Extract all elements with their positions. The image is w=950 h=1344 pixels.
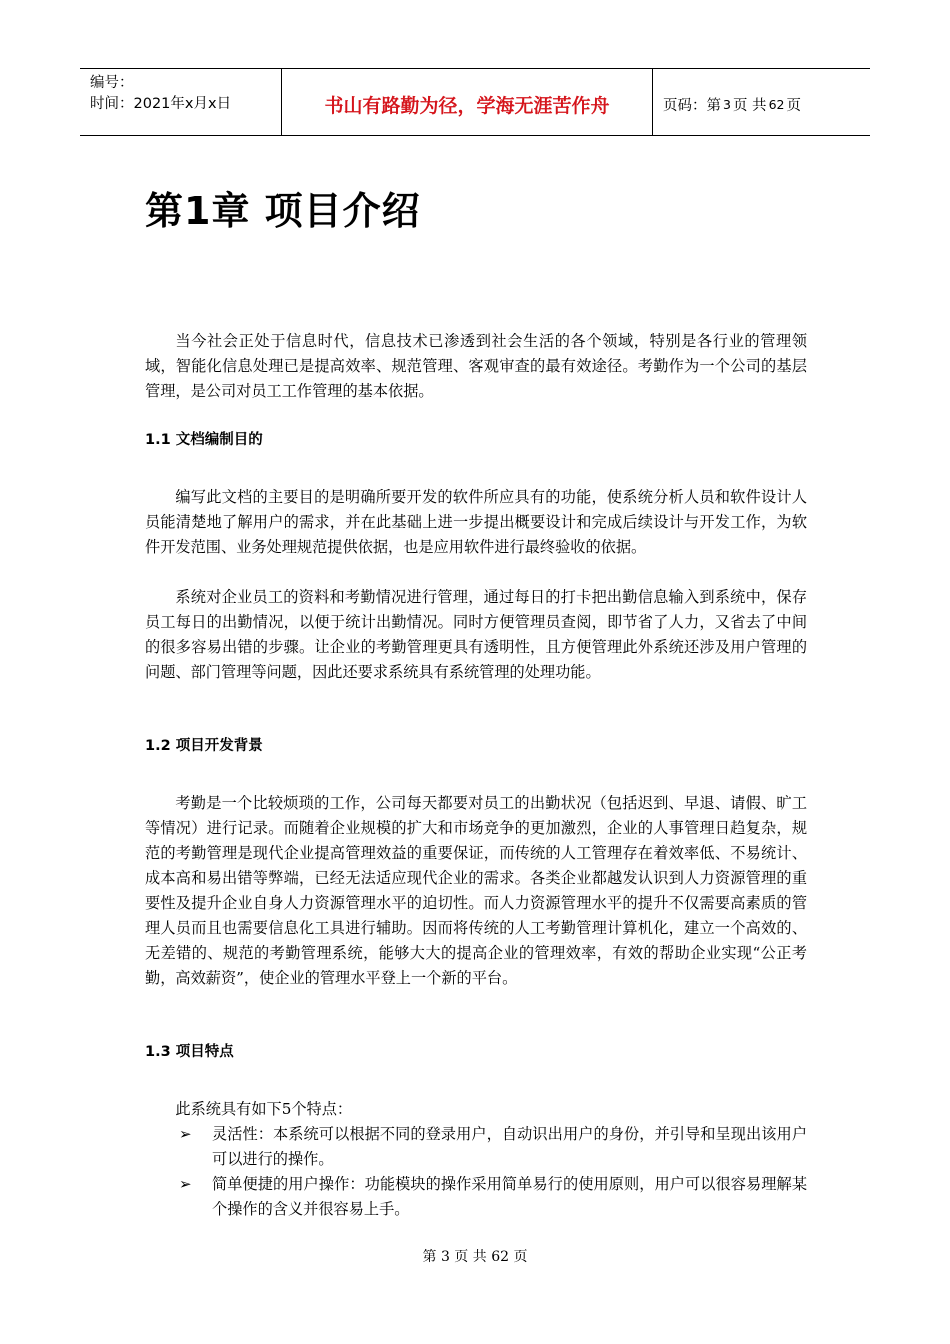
- header-motto: 书山有路勤为径，学海无涯苦作舟: [281, 69, 653, 135]
- page-total: 62: [768, 96, 785, 112]
- section-paragraph: 考勤是一个比较烦琐的工作，公司每天都要对员工的出勤状况（包括迟到、早退、请假、旷工等情况）进行记录。而随着企业规模的扩大和市场竞争的更加激烈，企业的人事管理日趋复杂，规范的考勤管理是现代企业提高管理效益的重要保证，而传统的人工管理存在着效率低、不易统计、成本高和易出错等弊端，已经无法适应现代企业的需求。各类企业都越发认识到人力资源管理的重要性及提升企业自身人力资源管理水平的迫切性。而人力资源管理水平的提升不仅需要高素质的管理人员而且也需要信息化工具进行辅助。因而将传统的人工考勤管理计算机化，建立一个高效的、无差错的、规范的考勤管理系统，能够大大的提高企业的管理效率，有效的帮助企业实现“公正考勤，高效薪资”，使企业的管理水平登上一个新的平台。: [145, 794, 807, 987]
- serial-label: 编号：: [90, 75, 134, 91]
- page-current: 3: [723, 96, 731, 112]
- page-footer: 第 3 页 共 62 页: [422, 1249, 528, 1265]
- chapter-title: 第1章 项目介绍: [145, 189, 421, 233]
- page-mid: 页 共: [732, 97, 767, 114]
- page-label: 页码：第: [663, 97, 721, 114]
- date-text: 时间：2021年x月x日: [90, 96, 232, 112]
- bullet-arrow-icon: ➢: [179, 1125, 192, 1143]
- header-meta: [80, 69, 281, 135]
- list-item: [145, 1172, 807, 1222]
- page-suffix: 页: [786, 97, 801, 114]
- list-item-text: 简单便捷的用户操作：功能模块的操作采用简单易行的使用原则，用户可以很容易理解某个操作的含义并很容易上手。: [212, 1175, 807, 1218]
- bullet-arrow-icon: ➢: [179, 1175, 192, 1193]
- section-title: 1.3 项目特点: [145, 1044, 234, 1060]
- section-title: 1.2 项目开发背景: [145, 738, 263, 754]
- section-paragraph: 系统对企业员工的资料和考勤情况进行管理，通过每日的打卡把出勤信息输入到系统中，保存员工每日的出勤情况，以便于统计出勤情况。同时方便管理员查阅，即节省了人力，又省去了中间的很多容易出错的步骤。让企业的考勤管理更具有透明性，且方便管理此外系统还涉及用户管理的问题、部门管理等问题，因此还要求系统具有系统管理的处理功能。: [145, 588, 807, 681]
- list-item-text: 灵活性：本系统可以根据不同的登录用户，自动识出用户的身份，并引导和呈现出该用户可以进行的操作。: [212, 1125, 807, 1168]
- header-page-info: [653, 69, 870, 135]
- features-lead: 此系统具有如下5个特点：: [175, 1100, 353, 1118]
- section-title: 1.1 文档编制目的: [145, 432, 263, 448]
- page-header: [80, 68, 870, 136]
- section-paragraph: 编写此文档的主要目的是明确所要开发的软件所应具有的功能，使系统分析人员和软件设计人员能清楚地了解用户的需求，并在此基础上进一步提出概要设计和完成后续设计与开发工作，为软件开发范围、业务处理规范提供依据，也是应用软件进行最终验收的依据。: [145, 488, 807, 556]
- intro-paragraph: 当今社会正处于信息时代，信息技术已渗透到社会生活的各个领域，特别是各行业的管理领域，智能化信息处理已是提高效率、规范管理、客观审查的最有效途径。考勤作为一个公司的基层管理，是公司对员工工作管理的基本依据。: [145, 332, 807, 400]
- list-item: [145, 1122, 807, 1172]
